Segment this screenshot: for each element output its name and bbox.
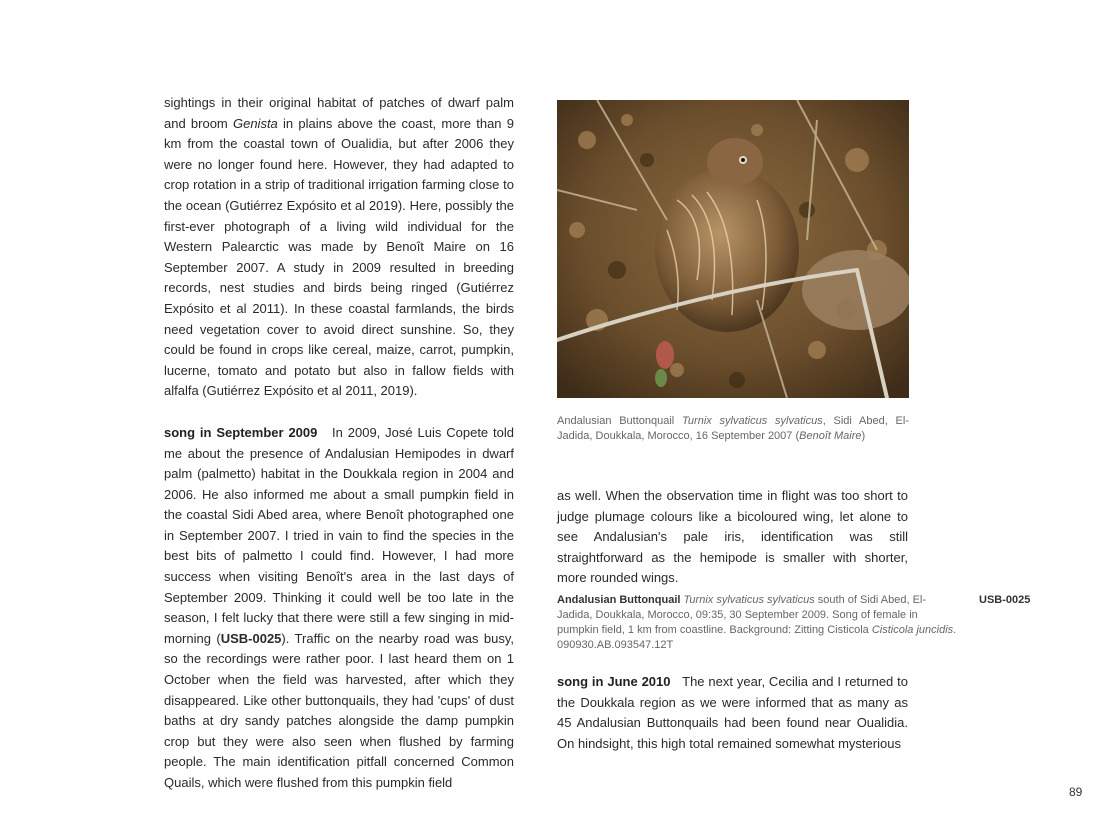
section-heading-sept-2009: song in September 2009 [164,424,318,440]
right-column-top [557,486,908,589]
photo-caption: Andalusian Buttonquail Turnix sylvaticus sylvaticus, Sidi Abed, El-Jadida, Doukkala, Morocco, 16 September 2007 (Benoît Maire) [557,415,909,442]
left-paragraph-1: sightings in their original habitat of patches of dwarf palm and broom Genista in plains above the coast, more than 9 km from the coastal town of Oualidia, but after 2006 they were no longer found here. However, they had adapted to crop rotation in a strip of traditional irrigation farming close to the ocean (Gutiérrez Expósito et al 2019). Here, possibly the first-ever photograph of a living wild individual for the Western Palearctic was made by Benoît Maire on 16 September 2007. A study in 2009 resulted in breeding records, nest studies and birds being ringed (Gutiérrez Expósito et al 2011). In these coastal farmlands, the birds need vegetation cover to avoid direct sunshine. So, they could be found in crops like cereal, maize, carrot, pumpkin, lucerne, tomato and potato but also in fallow fields with alfalfa (Gutiérrez Expósito et al 2011, 2019). [164,95,514,399]
left-paragraph-2: song in September 2009 In 2009, José Luis Copete told me about the presence of Andalusian Hemipodes in dwarf palm (palmetto) habitat in the Doukkala region in 2004 and 2006. He also informed me about a small pumpkin field in the coastal Sidi Abed area, where Benoît photographed one in September 2007. I tried in vain to find the species in the best bits of palmetto I could find. However, I had more success when visiting Benoît's area in the last days of September 2009. Thinking it could well be too late in the season, I felt lucky that there were still a few singing in mid-morning (USB-0025). Traffic on the nearby road was busy, so the recordings were rather poor. I last heard them on 1 October when the field was harvested, after which they disappeared. Like other buttonquails, they had 'cups' of dust baths at dry sandy patches alongside the damp pumpkin crop but they were also seen when flushed by farming people. The main identification pitfall concerned Common Quails, which were flushed from this pumpkin field [164,424,515,790]
section-heading-june-2010: song in June 2010 [557,674,671,689]
right-paragraph-1: as well. When the observation time in flight was too short to judge plumage colours like a bicoloured wing, let alone to see Andalusian's pale iris, identification was still straightforward as the hemipode is smaller with shorter, more rounded wings. [557,488,908,586]
left-column [164,93,514,794]
right-paragraph-2: song in June 2010 The next year, Cecilia and I returned to the Doukkala region as we were informed that as many as 45 Andalusian Buttonquails had been found near Oualidia. On hindsight, this high total remained somewhat mysterious [557,674,909,751]
genus-name: Genista [232,115,278,131]
recording-code-ref: USB-0025 [220,630,282,646]
page-number: 89 [1069,785,1083,799]
recording-title: Andalusian Buttonquail [557,594,681,606]
right-column-bottom [557,672,908,754]
recording-code: USB-0025 [979,594,1031,606]
buttonquail-photo [557,100,909,398]
recording-entry: Andalusian Buttonquail Turnix sylvaticus sylvaticus south of Sidi Abed, El-Jadida, Doukkala, Morocco, 09:35, 30 September 2009. Song of female in pumpkin field, 1 km from coastline. Background: Zitting Cisticola Cisticola juncidis. 090930.AB.093547.12T [557,594,957,651]
